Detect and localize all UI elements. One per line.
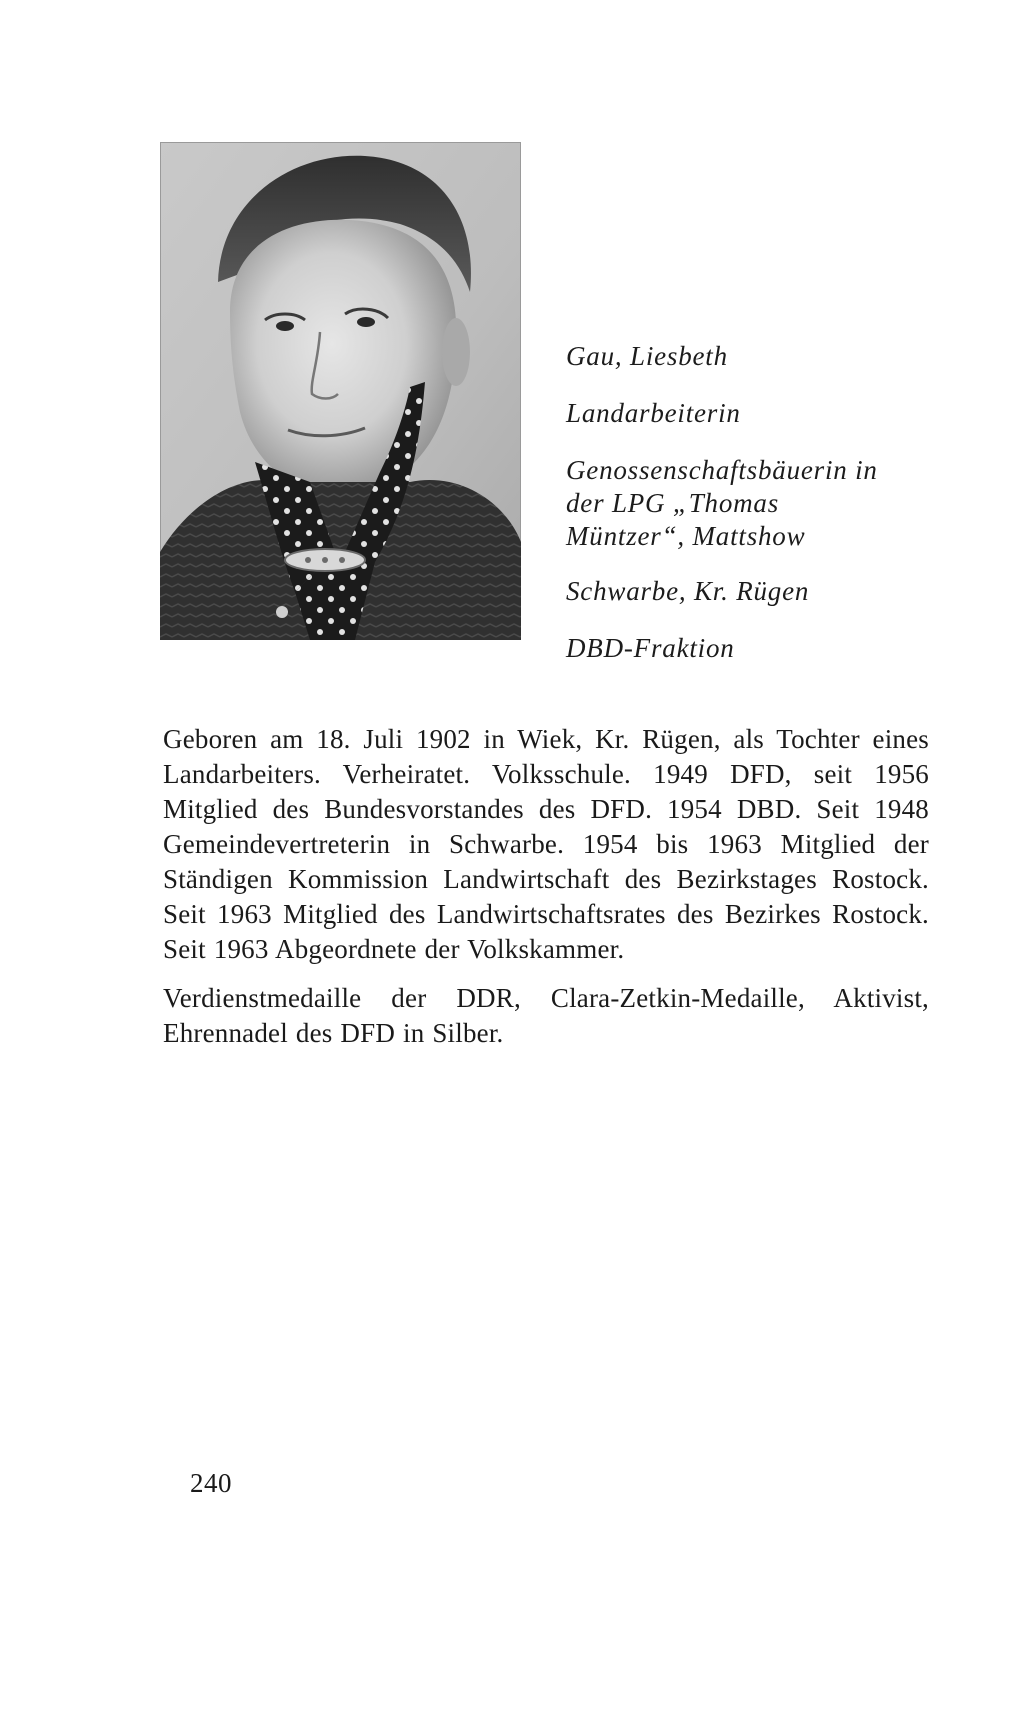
person-name: Gau, Liesbeth bbox=[566, 341, 728, 371]
residence: Schwarbe, Kr. Rügen bbox=[566, 576, 810, 606]
occupation: Landarbeiterin bbox=[566, 398, 741, 428]
position-line: Genossenschaftsbäuerin in bbox=[566, 455, 878, 485]
caption-block bbox=[566, 340, 966, 665]
faction: DBD-Fraktion bbox=[566, 633, 735, 663]
position-line: der LPG „Thomas bbox=[566, 488, 780, 518]
portrait-photo bbox=[160, 142, 521, 640]
page-number: 240 bbox=[190, 1468, 232, 1498]
biography-paragraph: Geboren am 18. Juli 1902 in Wiek, Kr. Rügen, als Tochter eines Landarbeiters. Verheiratet. Volksschule. 1949 DFD, seit 1956 Mitglied des Bundesvorstandes des DFD. 1954 DBD. Seit 1948 Gemeindevertreterin in Schwarbe. 1954 bis 1963 Mitglied der Ständigen Kommission Landwirtschaft des Bezirkstages Rostock. Seit 1963 Mitglied des Landwirtschaftsrates des Bezirkes Rostock. Seit 1963 Abgeordnete der Volkskammer. bbox=[163, 724, 929, 964]
current-position bbox=[566, 454, 966, 553]
position-line: Müntzer“, Mattshow bbox=[566, 521, 806, 551]
biography-text bbox=[163, 722, 929, 1051]
awards-paragraph: Verdienstmedaille der DDR, Clara-Zetkin-Medaille, Aktivist, Ehrennadel des DFD in Silber. bbox=[163, 983, 929, 1048]
